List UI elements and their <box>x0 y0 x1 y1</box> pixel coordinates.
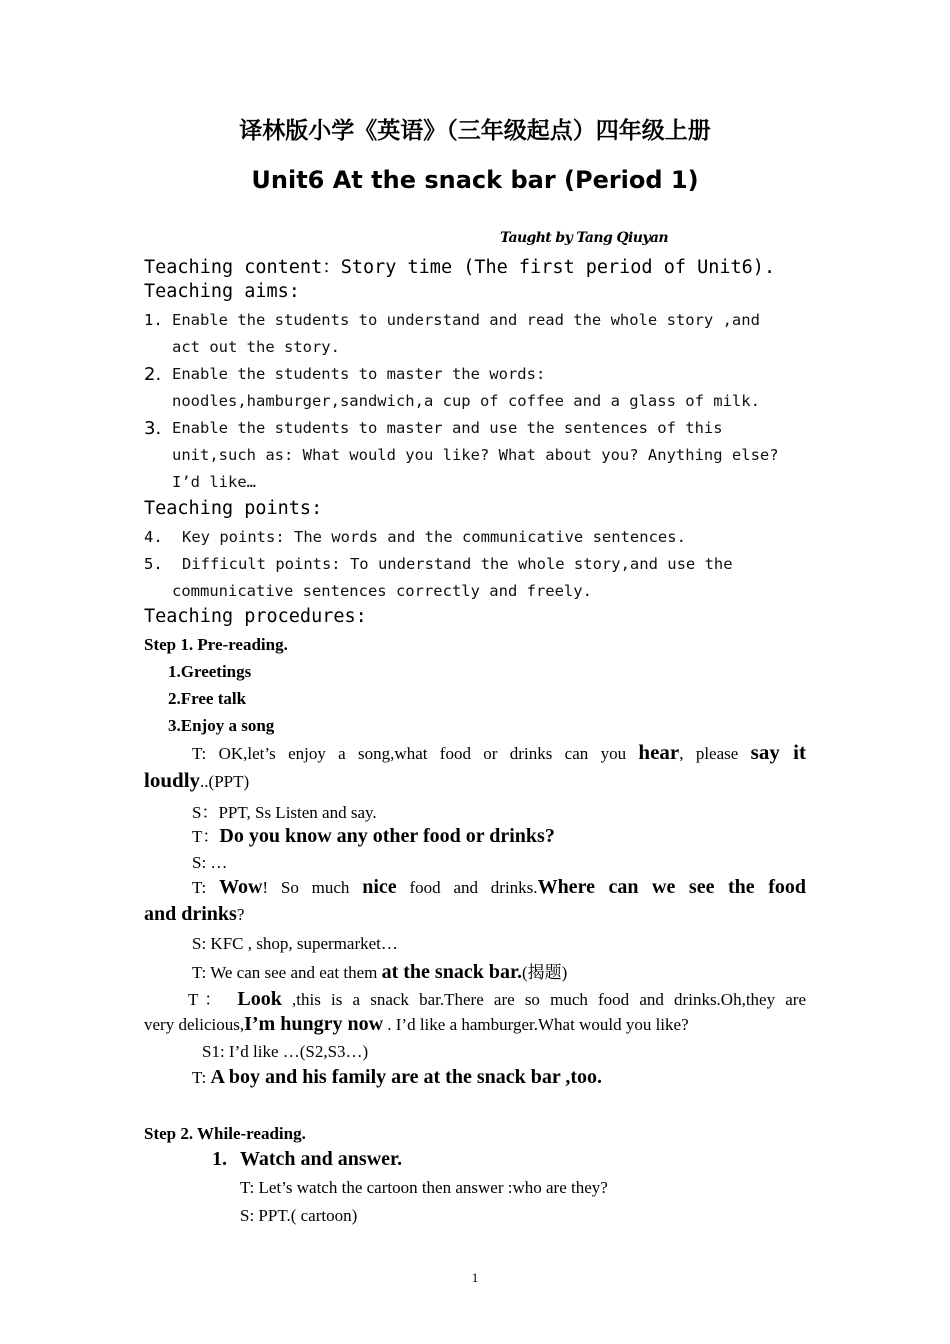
step1-free-talk: 2.Free talk <box>168 689 247 708</box>
aim-number: 2. <box>144 364 162 385</box>
teacher-line-family: T: A boy and his family are at the snack bar ,too. <box>192 1066 603 1088</box>
teacher-line-song: T: OK,let’s enjoy a song,what food or drinks can you hear, please say it <box>192 740 807 764</box>
teaching-content: Teaching content：Story time (The first period of Unit6). <box>144 257 776 278</box>
aim-line: Enable the students to understand and read the whole story ,and <box>172 311 760 329</box>
teaching-aims-heading: Teaching aims: <box>144 281 300 302</box>
point-number: 4. <box>144 528 163 546</box>
point-line: Difficult points: To understand the whole story,and use the <box>182 555 733 573</box>
teacher-line-look: T： Look ,this is a snack bar.There are so much food and drinks.Oh,they are <box>188 988 807 1010</box>
aim-number: 3. <box>144 418 162 439</box>
student-line: S: … <box>192 853 228 872</box>
author-line: Taught by Tang Qiuyan <box>500 230 668 246</box>
teacher-line-wow-cont: and drinks? <box>144 903 245 925</box>
procedures-heading: Teaching procedures: <box>144 606 367 627</box>
aim-number: 1. <box>144 311 163 329</box>
student-line: S: KFC , shop, supermarket… <box>192 934 398 953</box>
step1-enjoy-song: 3.Enjoy a song <box>168 716 275 735</box>
aim-line: Enable the students to master and use the sentences of this <box>172 419 723 437</box>
step1-greetings: 1.Greetings <box>168 662 252 681</box>
teacher-line-song-cont: loudly..(PPT) <box>144 768 250 792</box>
point-line: Key points: The words and the communicative sentences. <box>182 528 686 546</box>
title-chinese: 译林版小学《英语》（三年级起点）四年级上册 <box>239 118 711 144</box>
step1-heading: Step 1. Pre-reading. <box>144 635 288 654</box>
aim-line: unit,such as: What would you like? What about you? Anything else? <box>172 446 779 464</box>
aim-line: I’d like… <box>172 473 256 491</box>
aim-line: noodles,hamburger,sandwich,a cup of coffee and a glass of milk. <box>172 392 760 410</box>
student-line: S: PPT.( cartoon) <box>240 1206 358 1225</box>
step2-watch-answer: Watch and answer. <box>240 1148 403 1170</box>
page-number: 1 <box>471 1270 479 1285</box>
student-line: S：PPT, Ss Listen and say. <box>192 803 377 822</box>
teacher-line-snack-bar: T: We can see and eat them at the snack bar.(揭题) <box>192 961 568 983</box>
teacher-line-look-cont: very delicious,I’m hungry now . I’d like a hamburger.What would you like? <box>144 1013 689 1035</box>
title-english: Unit6 At the snack bar (Period 1) <box>251 166 699 194</box>
point-number: 5. <box>144 555 163 573</box>
teacher-line-cartoon: T: Let’s watch the cartoon then answer :who are they? <box>240 1178 608 1197</box>
teacher-line-question: T：Do you know any other food or drinks? <box>192 825 555 847</box>
teacher-line-wow: T: Wow! So much nice food and drinks.Where can we see the food <box>192 876 807 898</box>
aim-line: Enable the students to master the words: <box>172 365 546 383</box>
step2-sub-number: 1. <box>212 1148 227 1170</box>
student-line: S1: I’d like …(S2,S3…) <box>202 1042 369 1061</box>
teaching-points-heading: Teaching points: <box>144 498 323 519</box>
step2-heading: Step 2. While-reading. <box>144 1124 306 1143</box>
point-line: communicative sentences correctly and freely. <box>172 582 592 600</box>
aim-line: act out the story. <box>172 338 340 356</box>
